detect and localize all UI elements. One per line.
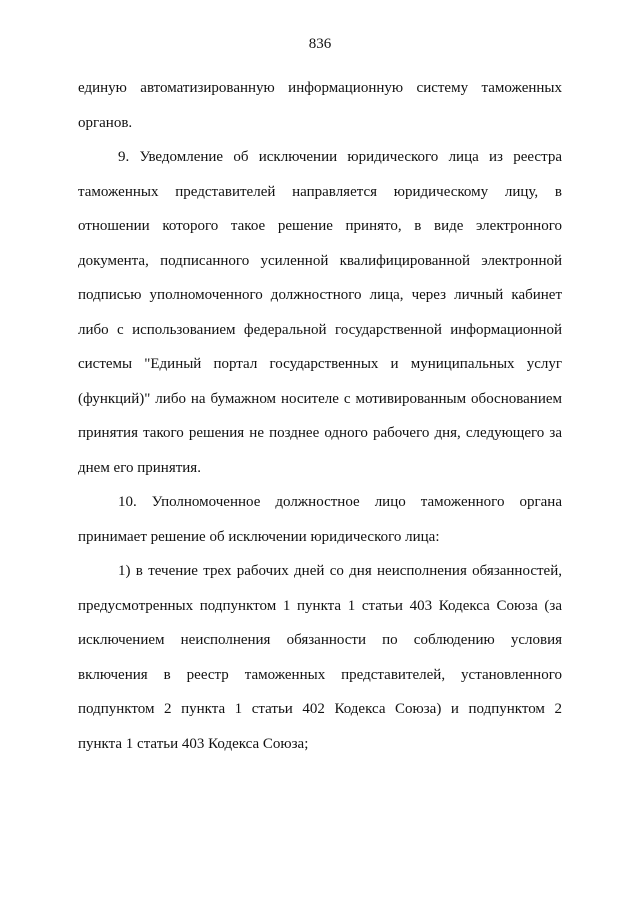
text-line: пункта 1 статьи 403 Кодекса Союза; — [78, 735, 309, 752]
paragraph-10-subitem-1 — [78, 554, 562, 761]
text-line: принимает решение об исключении юридического лица: — [78, 528, 440, 545]
text-line: 1) в течение трех рабочих дней со дня неисполнения обязанностей, — [118, 563, 562, 579]
paragraph-10 — [78, 485, 562, 554]
paragraph-9 — [78, 140, 562, 485]
text-line: 9. Уведомление об исключении юридического лица из реестра — [118, 149, 562, 165]
text-line: исключением неисполнения обязанности по соблюдению условия — [78, 632, 562, 648]
text-line: единую автоматизированную информационную систему таможенных — [78, 80, 562, 96]
text-line: подписью уполномоченного должностного лица, через личный кабинет — [78, 287, 562, 303]
text-line: 10. Уполномоченное должностное лицо таможенного органа — [118, 494, 562, 510]
text-line: таможенных представителей направляется юридическому лицу, в — [78, 183, 562, 200]
text-line: системы "Единый портал государственных и муниципальных услуг — [78, 356, 562, 372]
text-line: днем его принятия. — [78, 459, 201, 476]
text-line: принятия такого решения не позднее одного рабочего дня, следующего за — [78, 425, 562, 441]
text-line: отношении которого такое решение принято, в виде электронного — [78, 218, 562, 234]
document-body — [78, 71, 562, 761]
text-line: предусмотренных подпунктом 1 пункта 1 статьи 403 Кодекса Союза (за — [78, 597, 562, 614]
text-line: (функций)" либо на бумажном носителе с мотивированным обоснованием — [78, 390, 562, 407]
text-line: документа, подписанного усиленной квалифицированной электронной — [78, 252, 562, 269]
text-line: органов. — [78, 114, 133, 131]
page-number: 836 — [308, 36, 332, 52]
paragraph-continuation — [78, 71, 562, 140]
text-line: включения в реестр таможенных представителей, установленного — [78, 666, 562, 683]
text-line: либо с использованием федеральной государственной информационной — [78, 321, 562, 338]
text-line: подпунктом 2 пункта 1 статьи 402 Кодекса Союза) и подпунктом 2 — [78, 701, 562, 717]
